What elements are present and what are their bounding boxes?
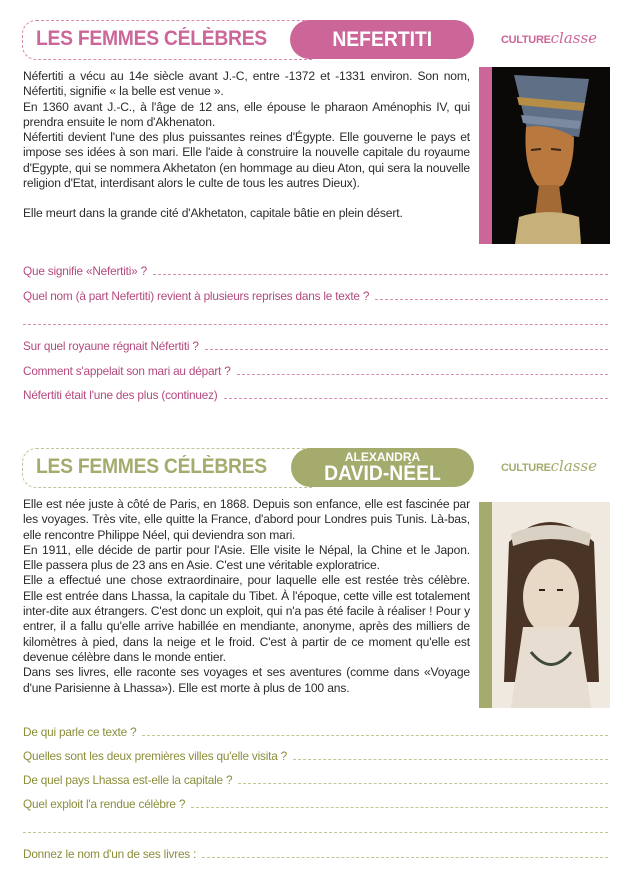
question-label: Que signifie «Nefertiti» ? (23, 264, 147, 278)
question-label: Comment s'appelait son mari au départ ? (23, 364, 231, 378)
series-title: LES FEMMES CÉLÈBRES (36, 455, 267, 478)
paragraph: En 1360 avant J.-C., à l'âge de 12 ans, elle épouse le pharaon Aménophis IV, qui prendra ensuite le nom d'Akhenaton. (23, 99, 470, 129)
name-last: DAVID-NÉEL (324, 462, 441, 485)
biography-text (23, 69, 470, 222)
brand-logo (501, 457, 597, 476)
paragraph: En 1911, elle décide de partir pour l'Asie. Elle visite le Népal, la Chine et le Japon. Elle passera plus de 23 ans en Asie. C'est une véritable exploratrice. (23, 542, 470, 573)
answer-line[interactable] (202, 857, 608, 858)
sheet-header (22, 448, 582, 488)
answer-line[interactable] (23, 832, 608, 833)
brand-logo (501, 29, 597, 48)
answer-line[interactable] (237, 374, 608, 375)
question-label: Donnez le nom d'un de ses livres : (23, 847, 197, 861)
name-first: ALEXANDRA (344, 450, 421, 464)
question-row[interactable] (23, 262, 608, 278)
nefertiti-photo (479, 67, 610, 244)
question-row[interactable] (23, 795, 608, 811)
answer-line[interactable] (375, 299, 608, 300)
answer-line-extra[interactable] (23, 820, 608, 836)
paragraph: Dans ses livres, elle raconte ses voyages et ses aventures (comme dans «Voyage d'une Parisienne à Lhassa»). Elle est morte à plus de 100 ans. (23, 665, 470, 695)
paragraph: Néfertiti devient l'une des plus puissantes reines d'Égypte. Elle gouverne le pays et impose ses idées à son mari. Elle l'aide à construire la nouvelle capitale du royaume d'Egypte, qui se nommera Akhetaton (en hommage au dieu Aton, qui sera la nouvelle religion d'Etat, interdisant alors le culte de tous les autres Dieux). (23, 130, 470, 191)
answer-line[interactable] (191, 807, 608, 808)
series-title: LES FEMMES CÉLÈBRES (36, 27, 267, 50)
sheet-header (22, 20, 582, 60)
brand-script: classe (550, 457, 598, 475)
portrait-illustration (479, 502, 610, 708)
answer-line-extra[interactable] (23, 312, 608, 328)
question-label: Néfertiti était l'une des plus (continuez) (23, 388, 218, 402)
question-row[interactable] (23, 337, 608, 353)
brand-script: classe (550, 29, 598, 47)
question-label: De qui parle ce texte ? (23, 725, 137, 739)
answer-line[interactable] (238, 783, 608, 784)
name-badge (290, 20, 474, 59)
answer-line[interactable] (153, 274, 608, 275)
sheet-nefertiti (0, 0, 627, 420)
bust-illustration (479, 67, 610, 244)
answer-line[interactable] (293, 759, 608, 760)
paragraph: Elle a effectué une chose extraordinaire, pour laquelle elle est restée très célèbre. Elle est entrée dans Lhassa, la capitale du Tibet. À l'époque, cette ville est totalement inter-dite aux étrangers. C'est donc un exploit, qui n'a pas été facile à réaliser ! Pour y entrer, il a fallu qu'elle arrive habillée en mendiante, anonyme, après des milliers de kilomètres à pied, dans la neige et le froid. C'est à partir de ce moment qu'elle est devenue célèbre dans le monde entier. (23, 573, 470, 664)
answer-line[interactable] (205, 349, 608, 350)
sheet-david-neel (0, 440, 627, 893)
question-label: Quelles sont les deux premières villes qu'elle visita ? (23, 749, 288, 763)
paragraph: Elle meurt dans la grande cité d'Akhetaton, capitale bâtie en plein désert. (23, 206, 403, 221)
name-label: NEFERTITI (332, 28, 432, 51)
brand-bold: CULTURE (501, 462, 551, 474)
question-label: Quel nom (à part Nefertiti) revient à plusieurs reprises dans le texte ? (23, 289, 370, 303)
david-neel-photo (479, 502, 610, 708)
answer-line[interactable] (224, 398, 608, 399)
brand-bold: CULTURE (501, 34, 551, 46)
question-row[interactable] (23, 287, 608, 303)
question-label: Sur quel royaune régnait Néfertiti ? (23, 339, 199, 353)
name-badge (291, 448, 474, 487)
paragraph: Néfertiti a vécu au 14e siècle avant J.-C, entre -1372 et -1331 environ. Son nom, Néfertiti, signifie « la belle est venue ». (23, 69, 470, 99)
question-row[interactable] (23, 723, 608, 739)
question-row[interactable] (23, 362, 608, 378)
answer-line[interactable] (23, 324, 608, 325)
biography-text (23, 497, 470, 696)
question-label: Quel exploit l'a rendue célèbre ? (23, 797, 186, 811)
answer-line[interactable] (142, 735, 608, 736)
question-row[interactable] (23, 386, 608, 402)
question-row[interactable] (23, 771, 608, 787)
paragraph: Elle est née juste à côté de Paris, en 1868. Depuis son enfance, elle est fascinée par les voyages. Très vite, elle quitte la France, d'abord pour Londres puis Tunis. Là-bas, elle rencontre Philippe Néel, qui deviendra son mari. (23, 497, 470, 542)
question-label: De quel pays Lhassa est-elle la capitale ? (23, 773, 233, 787)
question-row[interactable] (23, 845, 608, 861)
question-row[interactable] (23, 747, 608, 763)
